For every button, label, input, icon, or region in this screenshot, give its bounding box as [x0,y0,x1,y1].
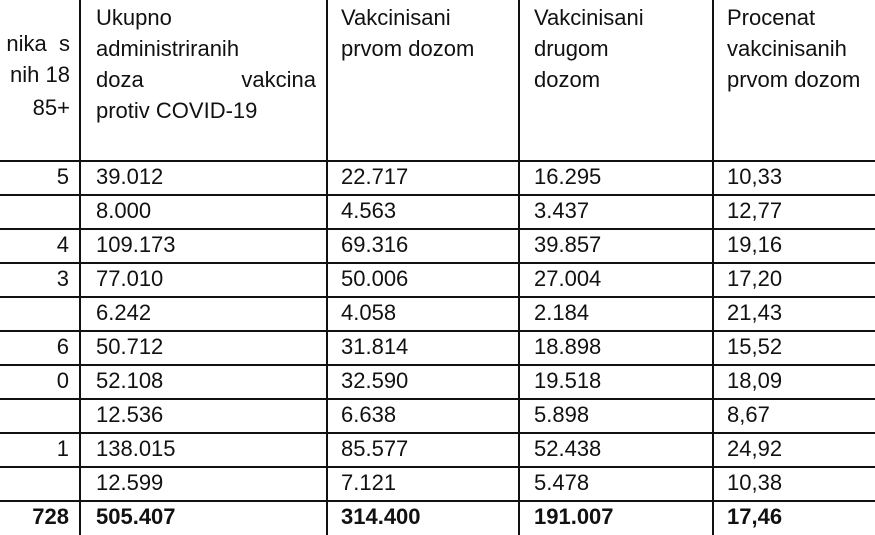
cell-col1: 109.173 [96,232,176,257]
header-col4-line: prvom dozom [727,67,861,92]
header-col3-line: dozom [534,67,601,92]
cell-col3: 27.004 [534,266,602,291]
column-divider [79,0,81,535]
cell-col1: 505.407 [96,504,176,529]
header-col1-line: administriranih [96,36,240,61]
cell-col2: 50.006 [341,266,409,291]
header-col2-line: Vakcinisani [341,5,451,30]
column-divider [326,0,328,535]
cell-col4: 15,52 [727,334,783,359]
cell-col4: 8,67 [727,402,770,427]
header-col0-line: nika s [6,31,70,56]
cell-col3: 5.478 [534,470,590,495]
header-col0-line: nih 18 [10,62,70,87]
cell-col4: 18,09 [727,368,783,393]
header-col1-word: doza [96,67,144,92]
cell-col1: 138.015 [96,436,176,461]
row-divider [0,398,875,400]
cell-col0: 4 [56,232,69,257]
header-col1-line: Ukupno [96,5,172,30]
cell-col3: 3.437 [534,198,590,223]
row-divider [0,364,875,366]
header-col0-line: 85+ [32,95,70,120]
cell-col1: 12.599 [96,470,164,495]
header-col2-line: prvom dozom [341,36,475,61]
cell-col0: 1 [56,436,69,461]
row-divider [0,194,875,196]
row-divider [0,330,875,332]
cell-col0: 728 [32,504,69,529]
cell-col0: 5 [56,164,69,189]
row-divider [0,432,875,434]
column-divider [518,0,520,535]
cell-col3: 39.857 [534,232,602,257]
cell-col3: 191.007 [534,504,614,529]
row-divider [0,160,875,162]
cell-col2: 85.577 [341,436,409,461]
cell-col2: 4.563 [341,198,397,223]
row-divider [0,296,875,298]
cell-col1: 50.712 [96,334,164,359]
cell-col2: 69.316 [341,232,409,257]
header-col3-line: Vakcinisani [534,5,644,30]
header-col1-line [96,64,316,95]
cell-col2: 32.590 [341,368,409,393]
cell-col1: 6.242 [96,300,152,325]
cell-col3: 5.898 [534,402,590,427]
cell-col2: 31.814 [341,334,409,359]
cell-col4: 10,33 [727,164,783,189]
cell-col3: 19.518 [534,368,602,393]
cell-col3: 52.438 [534,436,602,461]
cell-col1: 8.000 [96,198,152,223]
cell-col4: 17,20 [727,266,783,291]
cell-col4: 21,43 [727,300,783,325]
cell-col3: 2.184 [534,300,590,325]
row-divider [0,500,875,502]
cell-col2: 7.121 [341,470,397,495]
cell-col1: 77.010 [96,266,164,291]
cell-col2: 22.717 [341,164,409,189]
cell-col3: 18.898 [534,334,602,359]
cell-col0: 6 [56,334,69,359]
row-divider [0,262,875,264]
row-divider [0,228,875,230]
cell-col0: 3 [56,266,69,291]
cell-col4: 17,46 [727,504,783,529]
cell-col4: 12,77 [727,198,783,223]
cell-col0: 0 [56,368,69,393]
cell-col4: 10,38 [727,470,783,495]
header-col1-line: protiv COVID-19 [96,98,258,123]
cell-col2: 4.058 [341,300,397,325]
row-divider [0,466,875,468]
cell-col4: 19,16 [727,232,783,257]
cell-col2: 6.638 [341,402,397,427]
header-col4-line: vakcinisanih [727,36,847,61]
header-col3-line: drugom [534,36,609,61]
cell-col2: 314.400 [341,504,421,529]
cell-col4: 24,92 [727,436,783,461]
header-col1-word: vakcina [241,67,316,92]
column-divider [712,0,714,535]
header-col4-line: Procenat [727,5,816,30]
cell-col1: 12.536 [96,402,164,427]
cell-col1: 39.012 [96,164,164,189]
cell-col3: 16.295 [534,164,602,189]
cell-col1: 52.108 [96,368,164,393]
